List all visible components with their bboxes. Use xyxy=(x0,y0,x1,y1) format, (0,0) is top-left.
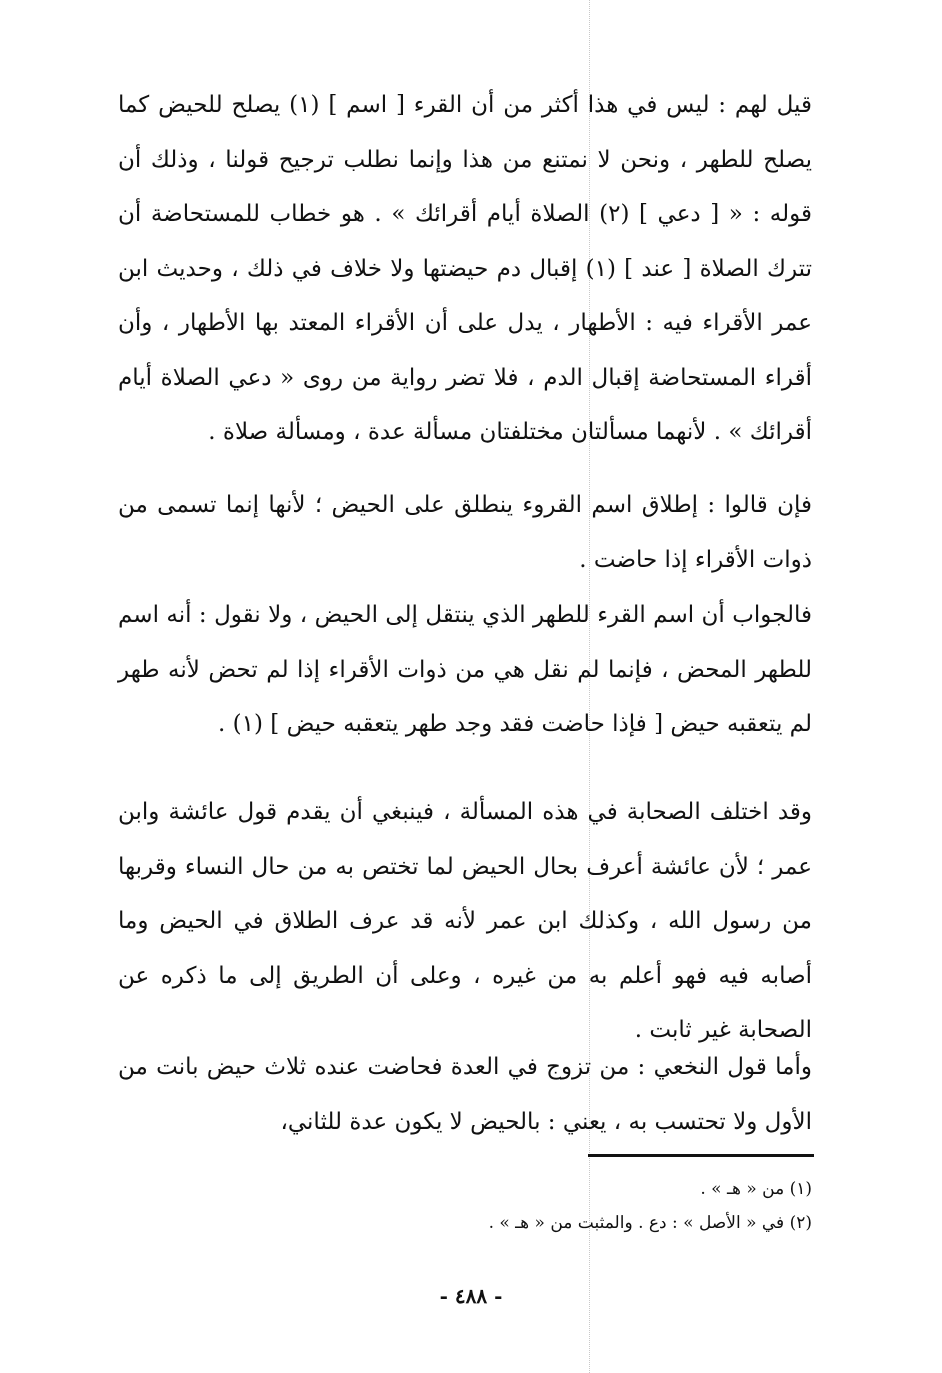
paragraph-2: فإن قالوا : إطلاق اسم القروء ينطلق على الحيض ؛ لأنها إنما تسمى من ذوات الأقراء إذا حاضت . xyxy=(118,492,812,573)
page-number: - ٤٨٨ - xyxy=(439,1284,503,1308)
footnote-1: (١) من « هـ » . xyxy=(700,1179,812,1199)
footnote-2: (٢) في « الأصل » : دع . والمثبت من « هـ » . xyxy=(488,1213,812,1233)
paragraph-3: فالجواب أن اسم القرء للطهر الذي ينتقل إلى الحيض ، ولا نقول : أنه اسم للطهر المحض ، فإنما لم نقل هي من ذوات الأقراء إذا لم تحض لأنه طهر لم يتعقبه حيض [ فإذا حاضت فقد وجد طهر يتعقبه حيض ] (١) . xyxy=(118,602,812,737)
paragraph-1: قيل لهم : ليس في هذا أكثر من أن القرء [ اسم ] (١) يصلح للحيض كما يصلح للطهر ، ونحن لا نمتنع من هذا وإنما نطلب ترجيح قولنا ، وذلك أن قوله : « [ دعي ] (٢) الصلاة أيام أقرائك » . هو خطاب للمستحاضة أن تترك الصلاة [ عند ] (١) إقبال دم حيضتها ولا خلاف في ذلك ، وحديث ابن عمر الأقراء فيه : الأطهار ، يدل على أن الأقراء المعتد بها الأطهار ، وأن أقراء المستحاضة إقبال الدم ، فلا تضر رواية من روى « دعي الصلاة أيام أقرائك » . لأنهما مسألتان مختلفتان مسألة عدة ، ومسألة صلاة . xyxy=(118,92,812,445)
paragraph-4: وقد اختلف الصحابة في هذه المسألة ، فينبغي أن يقدم قول عائشة وابن عمر ؛ لأن عائشة أعرف بحال الحيض لما تختص به من حال النساء وقربها من رسول الله ، وكذلك ابن عمر لأنه قد عرف الطلاق في الحيض وما أصابه فيه فهو أعلم به من غيره ، وعلى أن الطريق إلى ما ذكره عن الصحابة غير ثابت . xyxy=(118,799,812,1043)
paragraph-5: وأما قول النخعي : من تزوج في العدة فحاضت عنده ثلاث حيض بانت من الأول ولا تحتسب به ، يعني : بالحيض لا يكون عدة للثاني، xyxy=(118,1054,812,1135)
footnote-separator xyxy=(588,1154,814,1157)
footnotes xyxy=(300,1172,812,1240)
